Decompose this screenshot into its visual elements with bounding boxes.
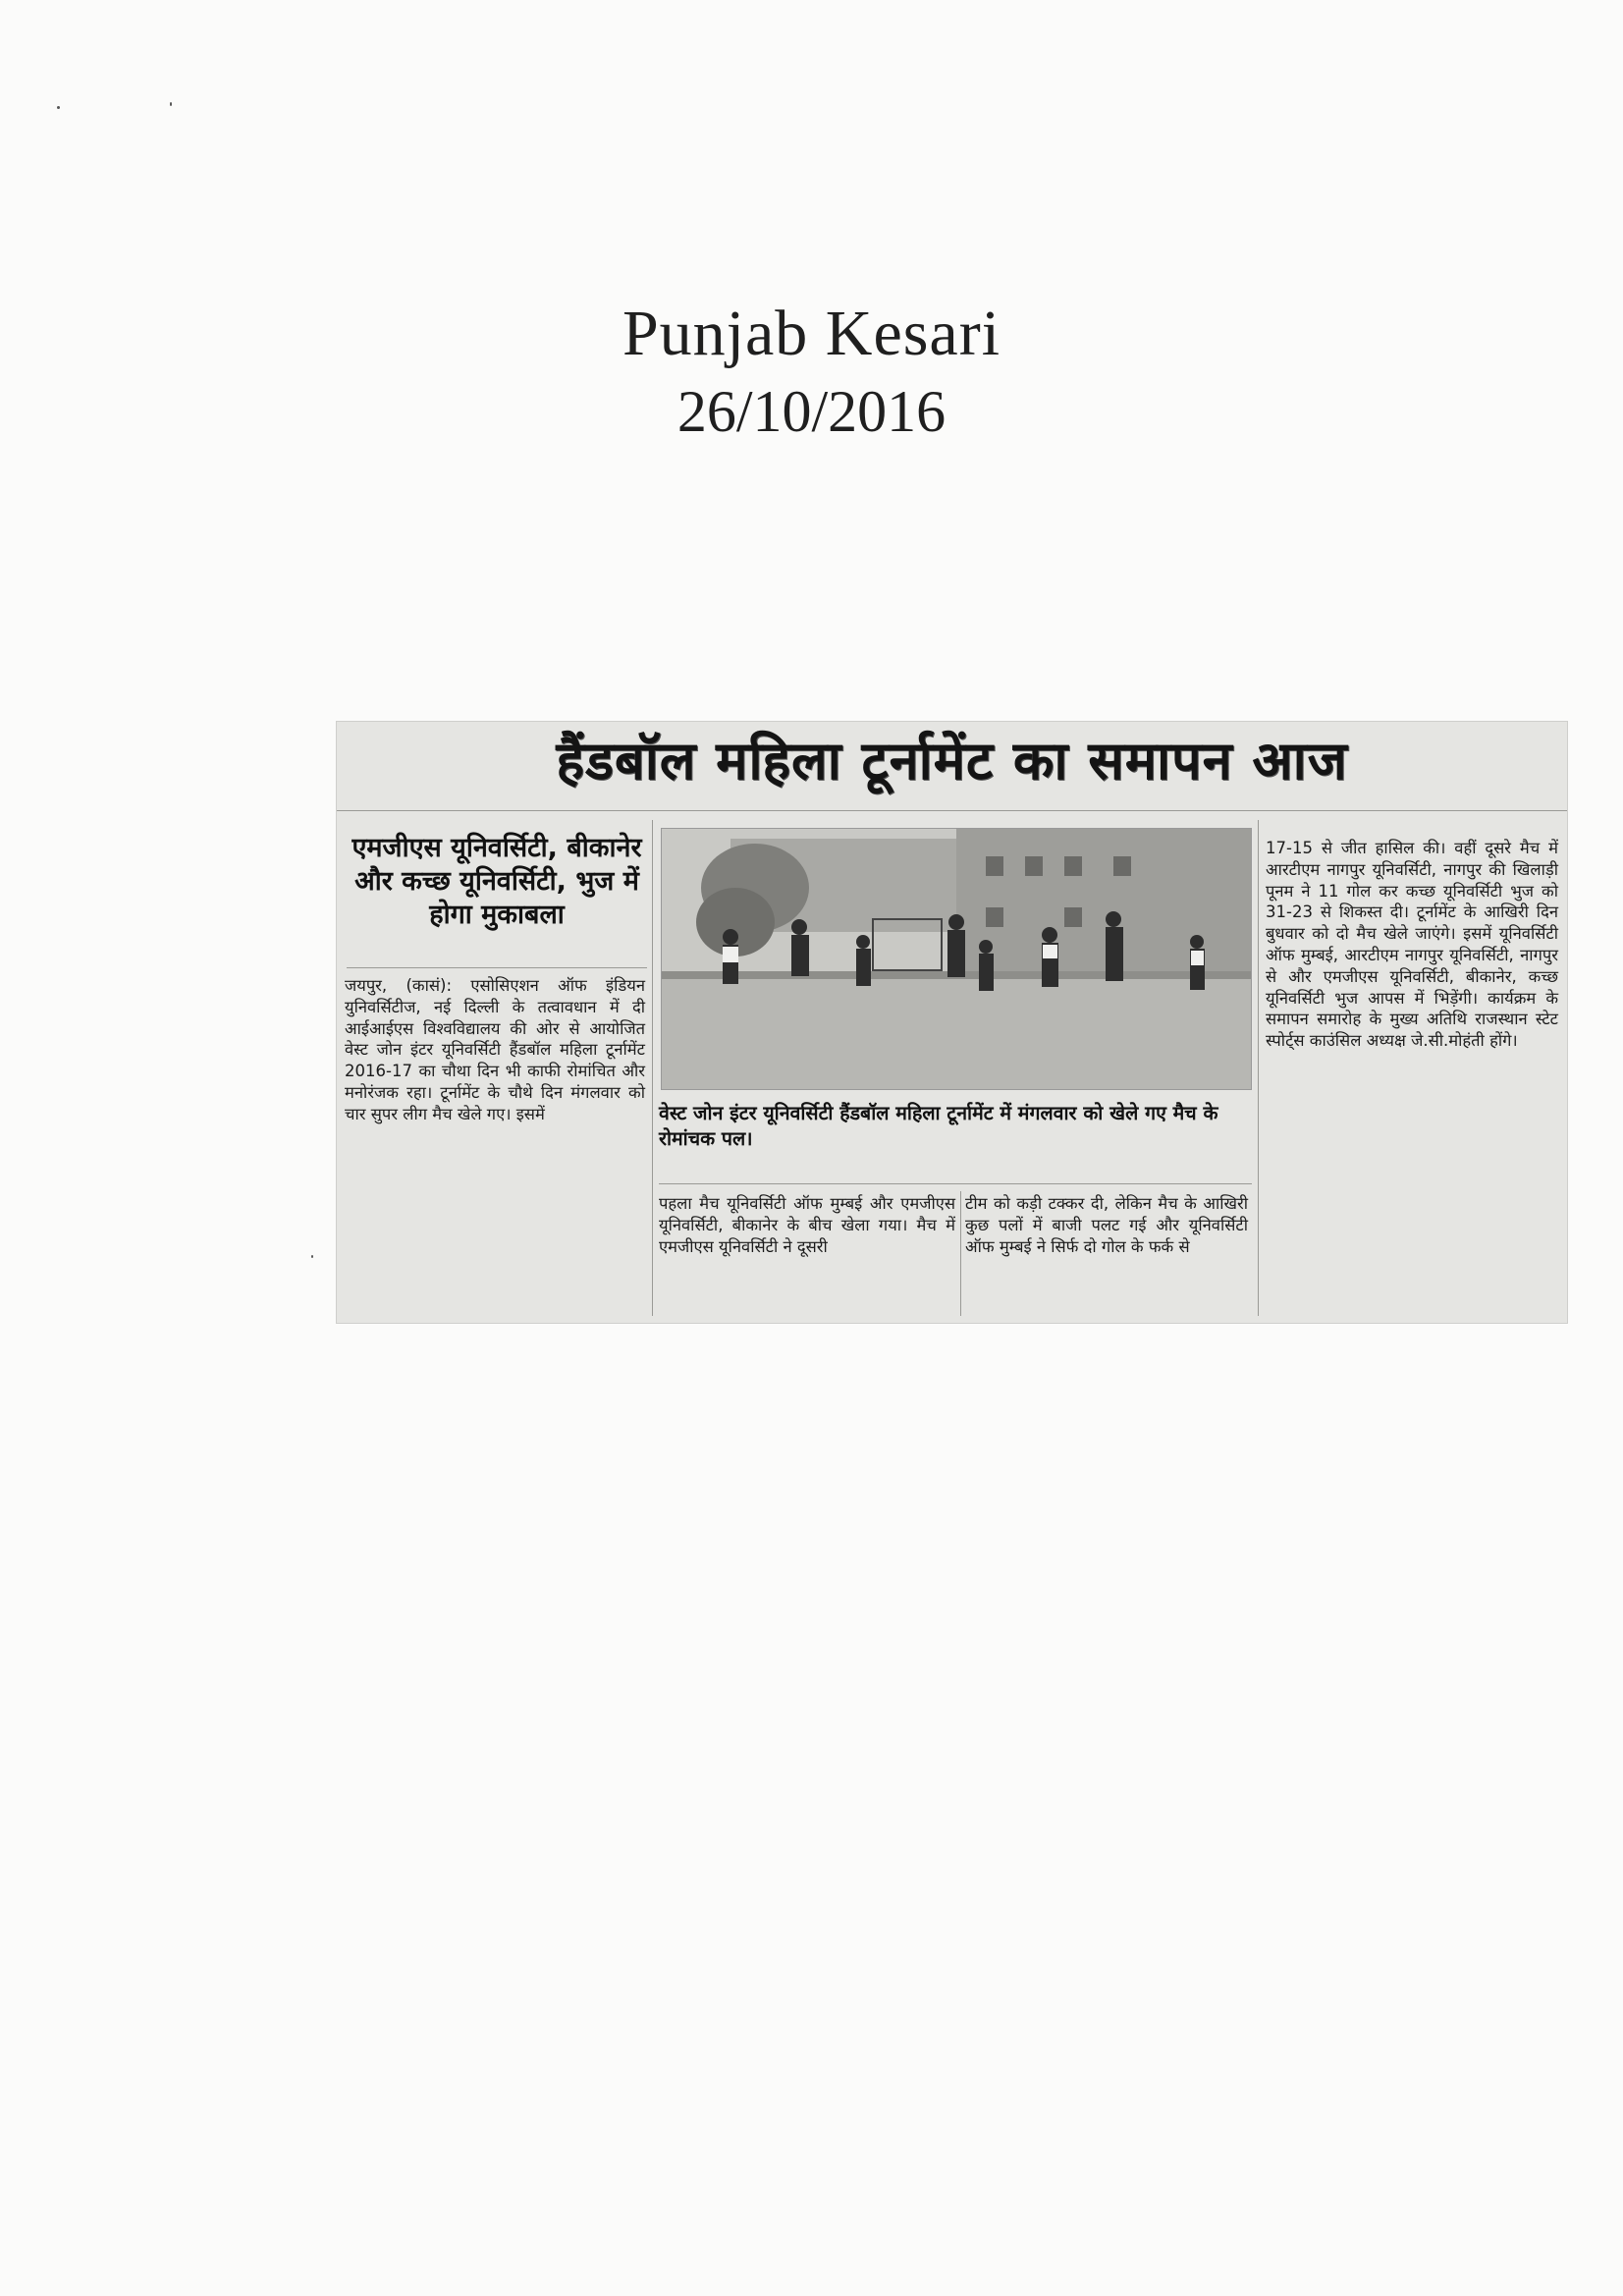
scan-speck bbox=[57, 106, 60, 109]
newspaper-name: Punjab Kesari bbox=[622, 298, 1001, 369]
scan-speck bbox=[311, 1255, 313, 1258]
column-rule bbox=[1258, 820, 1259, 1316]
article-column-2: पहला मैच यूनिवर्सिटी ऑफ मुम्बई और एमजीएस यूनिवर्सिटी, बीकानेर के बीच खेला गया। मैच में एमजीएस यूनिवर्सिटी ने दूसरी bbox=[659, 1194, 955, 1256]
column-rule bbox=[960, 1191, 961, 1316]
handball-match-photo bbox=[662, 829, 1251, 1089]
article-column-3: टीम को कड़ी टक्कर दी, लेकिन मैच के आखिरी कुछ पलों में बाजी पलट गई और यूनिवर्सिटी ऑफ मुम्बई ने सिर्फ दो गोल के फर्क से bbox=[965, 1194, 1248, 1256]
article-column-1: जयपुर, (कासं): एसोसिएशन ऑफ इंडियन युनिवर्सिटीज, नई दिल्ली के तत्वावधान में दी आईआईएस विश्वविद्यालय की ओर से आयोजित वेस्ट जोन इंटर यूनिवर्सिटी हैंडबॉल महिला टूर्नामेंट 2016-17 का चौथा दिन भी काफी रोमांचित और मनोरंजक रहा। टूर्नामेंट के चौथे दिन मंगलवार को चार सुपर लीग मैच खेले गए। इसमें bbox=[345, 976, 645, 1123]
column-rule bbox=[652, 820, 653, 1316]
article-column-4: 17-15 से जीत हासिल की। वहीं दूसरे मैच में आरटीएम नागपुर यूनिवर्सिटी, नागपुर की खिलाड़ी पूनम ने 11 गोल कर कच्छ यूनिवर्सिटी भुज को 31-23 से शिकस्त दी। टूर्नामेंट के आखिरी दिन बुधवार को दो मैच खेले जाएंगे। इसमें यूनिवर्सिटी ऑफ मुम्बई, आरटीएम नागपुर यूनिवर्सिटी, नागपुर से और एमजीएस यूनिवर्सिटी, बीकानेर, कच्छ यूनिवर्सिटी भुज आपस में भिड़ेंगी। कार्यक्रम के समापन समारोह के मुख्य अतिथि राजस्थान स्टेट स्पोर्ट्स काउंसिल अध्यक्ष जे.सी.मोहंती होंगे। bbox=[1266, 839, 1558, 1051]
publication-date: 26/10/2016 bbox=[676, 379, 947, 444]
headline-rule bbox=[337, 810, 1567, 811]
match-photo bbox=[661, 828, 1252, 1090]
article-headline: हैंडबॉल महिला टूर्नामेंट का समापन आज bbox=[556, 730, 1348, 792]
subhead-rule bbox=[347, 967, 647, 968]
scan-speck bbox=[170, 102, 172, 106]
caption-rule bbox=[659, 1183, 1252, 1184]
article-subheadline: एमजीएस यूनिवर्सिटी, बीकानेर और कच्छ यूनिवर्सिटी, भुज में होगा मुकाबला bbox=[352, 833, 642, 930]
masthead bbox=[0, 295, 1623, 448]
news-clipping bbox=[337, 722, 1567, 1323]
photo-caption: वेस्ट जोन इंटर यूनिवर्सिटी हैंडबॉल महिला टूर्नामेंट में मंगलवार को खेले गए मैच के रोमांचक पल। bbox=[659, 1102, 1218, 1150]
